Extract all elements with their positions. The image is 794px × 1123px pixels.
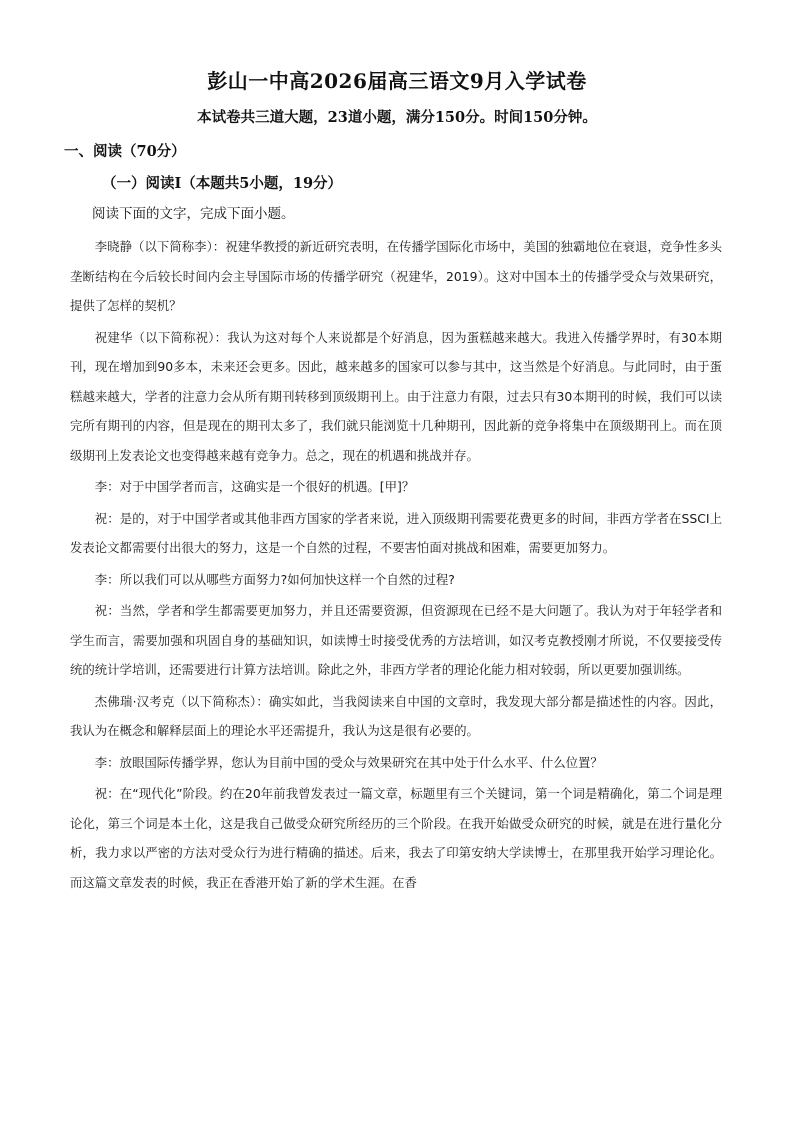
section-heading: 一、阅读（70分） bbox=[64, 143, 186, 160]
passage-paragraph: 祝：是的，对于中国学者或其他非西方国家的学者来说，进入顶级期刊需要花费更多的时间，非西方学者在SSCI上发表论文都需要付出很大的努力，这是一个自然的过程，不要害怕面对挑战和困难，需要更加努力。 bbox=[70, 510, 722, 555]
passage-paragraph: 祝建华（以下简称祝）：我认为这对每个人来说都是个好消息，因为蛋糕越来越大。我进入传播学界时，有30本期刊，现在增加到90多本，未来还会更多。因此，越来越多的国家可以参与其中，这当然是个好消息。与此同时，由于蛋糕越来越大，学者的注意力会从所有期刊转移到顶级期刊上。由于注意力有限，过去只有30本期刊的时候，我们可以读完所有期刊的内容，但是现在的期刊太多了，我们就只能浏览十几种期刊，因此新的竞争将集中在顶级期刊上。而在顶级期刊上发表论文也变得越来越有竞争力。总之，现在的机遇和挑战并存。 bbox=[70, 329, 722, 463]
reading-instruction: 阅读下面的文字，完成下面小题。 bbox=[92, 206, 295, 222]
subsection-heading: （一）阅读Ⅰ（本题共5小题，19分） bbox=[102, 175, 343, 192]
passage-paragraph: 杰佛瑞·汉考克（以下简称杰）：确实如此，当我阅读来自中国的文章时，我发现大部分都是描述性的内容。因此，我认为在概念和解释层面上的理论水平还需提升，我认为这是很有必要的。 bbox=[70, 693, 722, 738]
passage-paragraph: 李：所以我们可以从哪些方面努力?如何加快这样一个自然的过程? bbox=[94, 571, 455, 587]
passage-paragraph: 祝：在“现代化”阶段。约在20年前我曾发表过一篇文章，标题里有三个关键词，第一个词是精确化，第二个词是理论化，第三个词是本土化，这是我自己做受众研究所经历的三个阶段。在我开始做受众研究的时候，就是在进行量化分析，我力求以严密的方法对受众行为进行精确的描述。后来，我去了印第安纳大学读博士，在那里我开始学习理论化。而这篇文章发表的时候，我正在香港开始了新的学术生涯。在香 bbox=[70, 786, 722, 890]
exam-subtitle: 本试卷共三道大题，23道小题，满分150分。时间150分钟。 bbox=[197, 109, 597, 126]
interview-passage bbox=[72, 232, 722, 897]
passage-paragraph: 李：放眼国际传播学界，您认为目前中国的受众与效果研究在其中处于什么水平、什么位置？ bbox=[94, 754, 603, 770]
exam-title: 彭山一中高2026届高三语文9月入学试卷 bbox=[207, 69, 587, 93]
passage-paragraph: 李：对于中国学者而言，这确实是一个很好的机遇。[甲]？ bbox=[94, 479, 415, 494]
passage-paragraph: 李晓静（以下简称李）：祝建华教授的新近研究表明，在传播学国际化市场中，美国的独霸地位在衰退，竞争性多头垄断结构在今后较长时间内会主导国际市场的传播学研究（祝建华，2019）。这对中国本土的传播学受众与效果研究，提供了怎样的契机？ bbox=[70, 239, 722, 313]
passage-paragraph: 祝：当然，学者和学生都需要更加努力，并且还需要资源，但资源现在已经不是大问题了。我认为对于年轻学者和学生而言，需要加强和巩固自身的基础知识，如读博士时接受优秀的方法培训，如汉考克教授刚才所说，不仅要接受传统的统计学培训，还需要进行计算方法培训。除此之外，非西方学者的理论化能力相对较弱，所以更要加强训练。 bbox=[70, 603, 722, 677]
